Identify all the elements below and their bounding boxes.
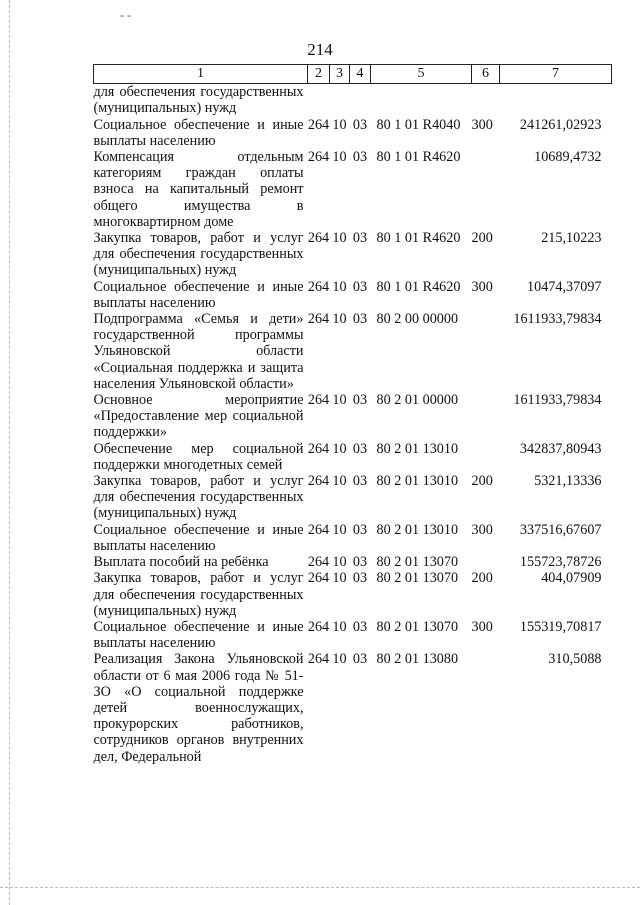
column-header-csr: 5 <box>371 65 472 84</box>
row-sum: 10474,37097 <box>527 278 602 295</box>
row-vr: 300 <box>471 278 493 295</box>
column-header-vr: 6 <box>472 65 500 84</box>
row-rz: 10 <box>332 554 347 571</box>
row-name: для обеспечения государственных (муниципальных) нужд <box>93 84 304 117</box>
row-vr <box>472 651 500 764</box>
corner-mark: - - <box>120 8 131 22</box>
row-vr: 200 <box>471 570 493 587</box>
row-sum: 155723,78726 <box>519 554 602 571</box>
row-csr: 80 2 01 13080 <box>376 651 459 668</box>
table-row <box>94 570 612 619</box>
row-rz: 10 <box>332 521 347 538</box>
row-sum: 215,10223 <box>541 230 602 247</box>
row-rz: 10 <box>332 440 347 457</box>
row-ved: 264 <box>307 473 330 490</box>
row-csr: 80 2 01 13010 <box>376 473 459 490</box>
row-name: Социальное обеспечение и иные выплаты населению <box>93 278 304 311</box>
row-ved: 264 <box>307 570 330 587</box>
scan-border-bottom <box>0 887 640 888</box>
table-row <box>94 554 612 570</box>
row-ved: 264 <box>307 392 330 409</box>
row-sum: 337516,67607 <box>519 521 602 538</box>
table-row <box>94 441 612 473</box>
row-vr: 200 <box>471 473 493 490</box>
row-name: Закупка товаров, работ и услуг для обеспечения государственных (муниципальных) нужд <box>93 570 304 619</box>
table-row <box>94 279 612 311</box>
row-vr <box>472 392 500 441</box>
row-name: Компенсация отдельным категориям граждан оплаты взноса на капитальный ремонт общего имущества в многоквартирном доме <box>93 149 304 230</box>
row-pr: 03 <box>352 651 368 668</box>
row-rz: 10 <box>332 618 347 635</box>
row-ved: 264 <box>307 278 330 295</box>
row-pr: 03 <box>352 554 368 571</box>
row-name: Реализация Закона Ульяновской области от 6 мая 2006 года № 51-ЗО «О социальной поддержке детей военнослужащих, прокурорских работников, сотрудников органов внутренних дел, Федеральной <box>93 651 304 765</box>
table-row <box>94 84 612 117</box>
row-sum: 342837,80943 <box>519 440 602 457</box>
row-ved: 264 <box>307 554 330 571</box>
row-ved: 264 <box>307 521 330 538</box>
row-name: Социальное обеспечение и иные выплаты населению <box>93 116 304 149</box>
row-vr <box>472 554 500 570</box>
row-vr <box>472 311 500 392</box>
row-ved: 264 <box>307 149 330 166</box>
column-header-name: 1 <box>94 65 308 84</box>
budget-table <box>93 64 612 765</box>
row-rz: 10 <box>332 473 347 490</box>
row-csr: 80 2 01 13010 <box>376 521 459 538</box>
row-csr <box>371 84 472 117</box>
row-name: Закупка товаров, работ и услуг для обеспечения государственных (муниципальных) нужд <box>93 230 304 279</box>
table-row <box>94 149 612 230</box>
row-csr: 80 2 01 00000 <box>376 392 459 409</box>
row-csr: 80 1 01 R4620 <box>376 149 461 166</box>
row-vr: 300 <box>471 116 493 133</box>
row-sum <box>500 84 612 117</box>
row-rz: 10 <box>332 651 347 668</box>
row-pr: 03 <box>352 521 368 538</box>
row-pr: 03 <box>352 570 368 587</box>
table-row <box>94 651 612 764</box>
row-name: Подпрограмма «Семья и дети» государственной программы Ульяновской области «Социальная поддержка и защита населения Ульяновской области» <box>93 311 304 392</box>
table-row <box>94 392 612 441</box>
column-header-sum: 7 <box>500 65 612 84</box>
row-ved: 264 <box>307 230 330 247</box>
row-rz <box>330 84 350 117</box>
row-csr: 80 1 01 R4620 <box>376 278 461 295</box>
table-row <box>94 473 612 522</box>
row-rz: 10 <box>332 570 347 587</box>
row-ved: 264 <box>307 311 330 328</box>
row-sum: 155319,70817 <box>519 618 602 635</box>
row-csr: 80 2 00 00000 <box>376 311 459 328</box>
row-vr: 300 <box>471 618 493 635</box>
table-row <box>94 619 612 651</box>
row-pr: 03 <box>352 230 368 247</box>
row-rz: 10 <box>332 149 347 166</box>
row-name: Закупка товаров, работ и услуг для обеспечения государственных (муниципальных) нужд <box>93 473 304 522</box>
row-vr <box>472 441 500 473</box>
row-pr: 03 <box>352 473 368 490</box>
row-name: Социальное обеспечение и иные выплаты населению <box>93 618 304 652</box>
row-sum: 241261,02923 <box>519 116 602 133</box>
column-header-rz: 3 <box>330 65 350 84</box>
row-csr: 80 2 01 13070 <box>376 570 459 587</box>
row-rz: 10 <box>332 278 347 295</box>
row-sum: 1611933,79834 <box>513 392 602 409</box>
row-vr: 200 <box>471 230 493 247</box>
row-csr: 80 1 01 R4620 <box>376 230 461 247</box>
row-rz: 10 <box>332 311 347 328</box>
row-vr: 300 <box>471 521 493 538</box>
row-ved: 264 <box>307 618 330 635</box>
table-row <box>94 230 612 279</box>
row-pr: 03 <box>352 149 368 166</box>
table-header-row <box>94 65 612 84</box>
row-rz: 10 <box>332 116 347 133</box>
row-pr: 03 <box>352 116 368 133</box>
row-csr: 80 2 01 13070 <box>376 554 459 571</box>
row-sum: 5321,13336 <box>534 473 602 490</box>
scan-border-left <box>9 0 10 905</box>
table-row <box>94 117 612 149</box>
row-sum: 310,5088 <box>548 651 602 668</box>
table-row <box>94 311 612 392</box>
row-name: Выплата пособий на ребёнка <box>93 554 269 571</box>
row-sum: 10689,4732 <box>534 149 602 166</box>
row-ved <box>308 84 330 117</box>
row-ved: 264 <box>307 651 330 668</box>
row-name: Обеспечение мер социальной поддержки многодетных семей <box>93 440 304 473</box>
row-pr: 03 <box>352 392 368 409</box>
row-pr: 03 <box>352 278 368 295</box>
row-sum: 404,07909 <box>541 570 602 587</box>
row-vr <box>472 84 500 117</box>
row-name: Основное мероприятие «Предоставление мер социальной поддержки» <box>93 392 304 441</box>
column-header-ved: 2 <box>308 65 330 84</box>
row-rz: 10 <box>332 392 347 409</box>
row-sum: 1611933,79834 <box>513 311 602 328</box>
column-header-pr: 4 <box>350 65 371 84</box>
row-pr: 03 <box>352 618 368 635</box>
row-pr: 03 <box>352 440 368 457</box>
row-vr <box>472 149 500 230</box>
row-pr: 03 <box>352 311 368 328</box>
table-row <box>94 522 612 554</box>
page-number: 214 <box>307 40 333 59</box>
row-ved: 264 <box>307 440 330 457</box>
row-rz: 10 <box>332 230 347 247</box>
row-csr: 80 1 01 R4040 <box>376 116 461 133</box>
row-csr: 80 2 01 13070 <box>376 618 459 635</box>
row-ved: 264 <box>307 116 330 133</box>
row-name: Социальное обеспечение и иные выплаты населению <box>93 521 304 554</box>
row-pr <box>350 84 371 117</box>
row-csr: 80 2 01 13010 <box>376 440 459 457</box>
